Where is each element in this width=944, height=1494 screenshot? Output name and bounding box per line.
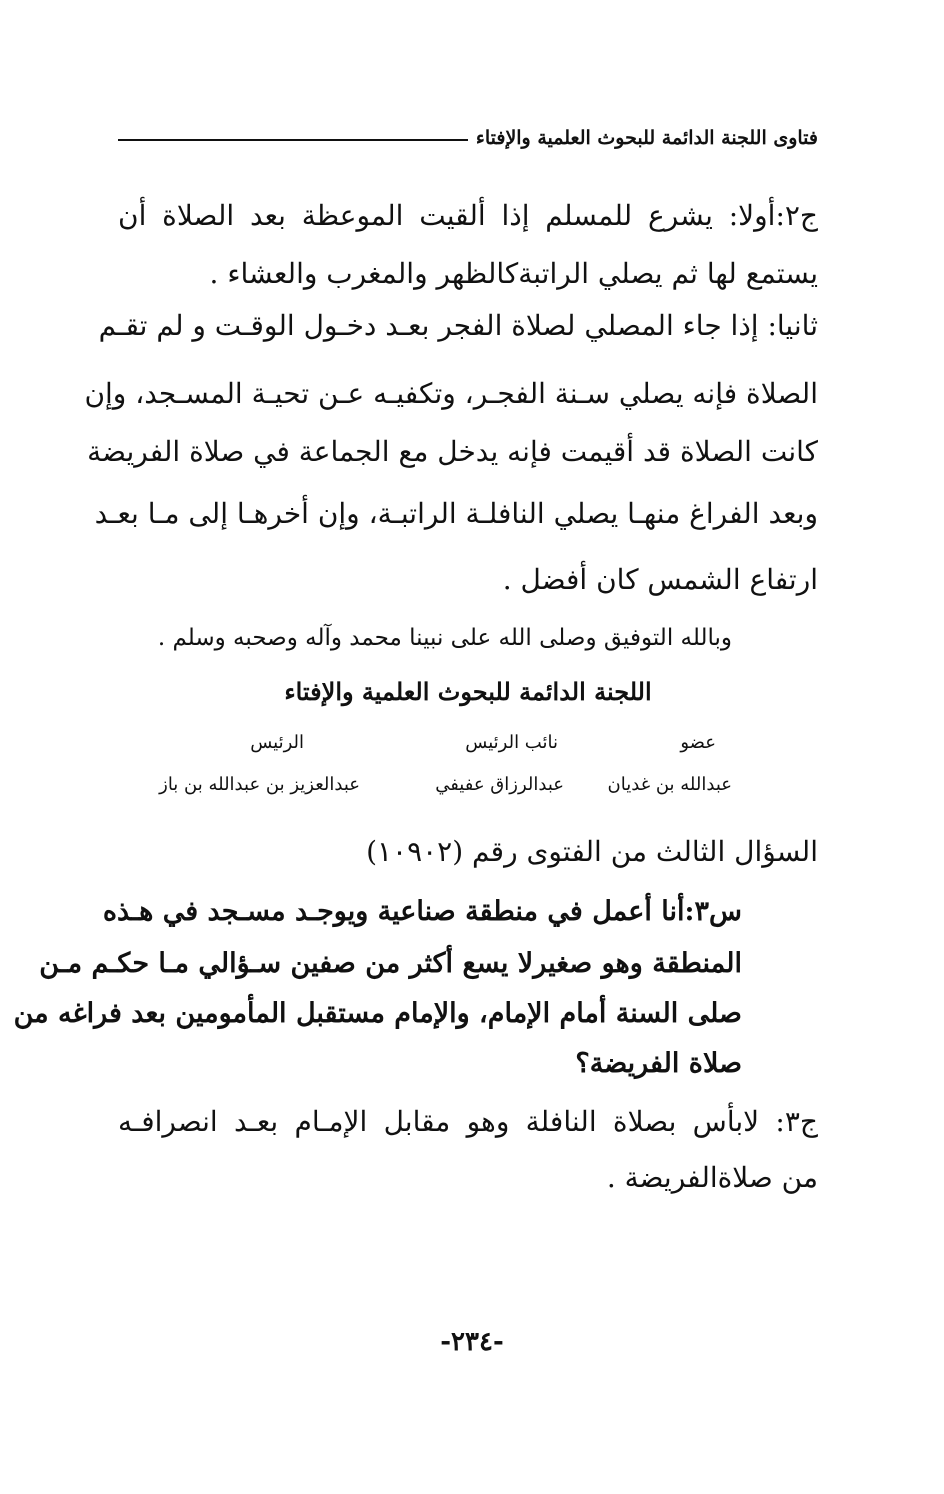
member-title: عضو (680, 732, 716, 753)
vice-president-title: نائب الرئيس (465, 732, 558, 753)
answer-3-line-1: ج٣: لابأس بصلاة النافلة وهو مقابل الإمـام بعـد انصرافـه (118, 1105, 818, 1138)
page-number: -٢٣٤- (440, 1327, 504, 1357)
answer-2-line-4: الصلاة فإنه يصلي سـنة الفجـر، وتكفيـه عـن تحيـة المسـجد، وإن (84, 377, 818, 410)
question-3-line-3: صلى السنة أمام الإمام، والإمام مستقبل المأمومين بعد فراغه من (13, 998, 742, 1029)
question-3-line-4: صلاة الفريضة؟ (575, 1048, 742, 1079)
answer-2-line-6: وبعد الفراغ منهـا يصلي النافلـة الراتبـة، وإن أخرهـا إلى مـا بعـد (94, 497, 818, 530)
question-3-heading: السؤال الثالث من الفتوى رقم (١٠٩٠٢) (366, 835, 818, 868)
vice-president-name: عبدالرزاق عفيفي (435, 774, 564, 795)
president-name: عبدالعزيز بن عبدالله بن باز (159, 774, 360, 795)
president-title: الرئيس (250, 732, 304, 753)
answer-2-line-1: ج٢:أولا: يشرع للمسلم إذا ألقيت الموعظة بعد الصلاة أن (118, 199, 818, 232)
answer-2-line-3: ثانيا: إذا جاء المصلي لصلاة الفجر بعـد دخـول الوقـت و لم تقـم (98, 309, 818, 342)
closing-formula: وبالله التوفيق وصلى الله على نبينا محمد وآله وصحبه وسلم . (157, 625, 732, 651)
header-title: فتاوى اللجنة الدائمة للبحوث العلمية والإفتاء (475, 127, 818, 149)
committee-name: اللجنة الدائمة للبحوث العلمية والإفتاء (284, 677, 652, 706)
header-rule (118, 139, 468, 141)
answer-2-line-2: يستمع لها ثم يصلي الراتبةكالظهر والمغرب والعشاء . (209, 257, 818, 290)
answer-2-line-7: ارتفاع الشمس كان أفضل . (502, 563, 818, 596)
question-3-line-2: المنطقة وهو صغيرلا يسع أكثر من صفين سـؤالي مـا حكـم مـن (39, 948, 742, 979)
running-header (118, 118, 818, 158)
member-name: عبدالله بن غديان (607, 774, 732, 795)
answer-2-line-5: كانت الصلاة قد أقيمت فإنه يدخل مع الجماعة في صلاة الفريضة (87, 435, 818, 468)
answer-3-line-2: من صلاةالفريضة . (606, 1161, 818, 1194)
question-3-line-1: س٣:أنا أعمل في منطقة صناعية ويوجـد مسـجد في هـذه (102, 896, 742, 927)
